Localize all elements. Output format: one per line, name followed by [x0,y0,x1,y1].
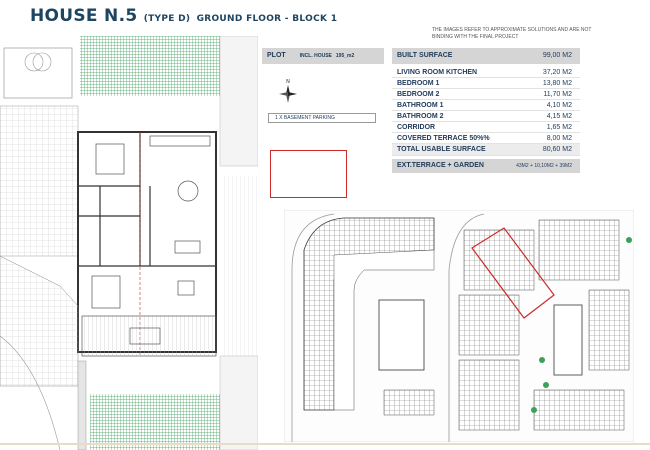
right-strip [220,36,258,166]
surface-label: BATHROOM 2 [397,113,444,120]
surface-label: LIVING ROOM KITCHEN [397,69,478,76]
title-bar [0,0,650,40]
surface-label: BEDROOM 1 [397,80,440,87]
map-pool-left [379,300,424,370]
plot-note: INCL. HOUSE [299,53,332,59]
surface-label: COVERED TERRACE 50%% [397,135,490,142]
ext-terrace-value: 43M2 + 10,10M2 + 39M2 [516,163,572,169]
upper-garden [80,36,220,96]
compass-rose-icon [277,78,299,106]
surface-label: BEDROOM 2 [397,91,440,98]
surface-label: CORRIDOR [397,124,436,131]
map-pool-right [554,305,582,375]
highlight-box [270,150,347,198]
surface-row [392,78,580,89]
bottom-border [0,443,650,445]
surface-value: 37,20 M2 [542,69,572,76]
surface-value: 1,65 M2 [546,124,572,131]
ext-terrace-row [392,159,580,173]
surface-row [392,122,580,133]
compass-north-label: N [286,79,290,85]
plot-label: PLOT [267,52,286,59]
top-left-patio [4,48,72,98]
floor-plan-drawing [0,36,258,450]
ext-terrace-label: EXT.TERRACE + GARDEN [397,162,484,169]
surface-value: 8,00 M2 [546,135,572,142]
surface-label: TOTAL USABLE SURFACE [397,146,486,153]
surface-value: 4,10 M2 [546,102,572,109]
surface-label: BATHROOM 1 [397,102,444,109]
surface-value: 11,70 M2 [543,91,572,98]
page-title [30,6,337,26]
surface-row [392,133,580,144]
surface-row [392,67,580,78]
surface-row [392,111,580,122]
title-rest: GROUND FLOOR - BLOCK 1 [196,14,338,24]
plot-header [262,48,384,64]
parking-label: 1 X BASEMENT PARKING [268,113,376,123]
plot-value: 195_m2 [335,53,355,59]
surface-value: 13,80 M2 [542,80,572,87]
surface-value: 80,60 M2 [542,146,572,153]
built-surface-row [392,48,580,64]
info-panel [262,48,582,210]
disclaimer-text: THE IMAGES REFER TO APPROXIMATE SOLUTIONS AND ARE NOT BINDING WITH THE FINAL PROJECT [432,27,592,40]
lower-garden [90,394,220,450]
covered-terrace [82,316,216,356]
title-house: HOUSE N.5 [30,6,138,26]
title-type: (TYPE D) [143,14,191,24]
left-neighbour-block [0,106,78,256]
surfaces-table [392,48,580,173]
site-map [284,210,634,442]
surface-row [392,89,580,100]
total-usable-row [392,144,580,156]
surface-row [392,100,580,111]
surface-value: 4,15 M2 [546,113,572,120]
built-surface-value: 99,00 M2 [542,52,572,59]
built-surface-label: BUILT SURFACE [397,52,453,59]
